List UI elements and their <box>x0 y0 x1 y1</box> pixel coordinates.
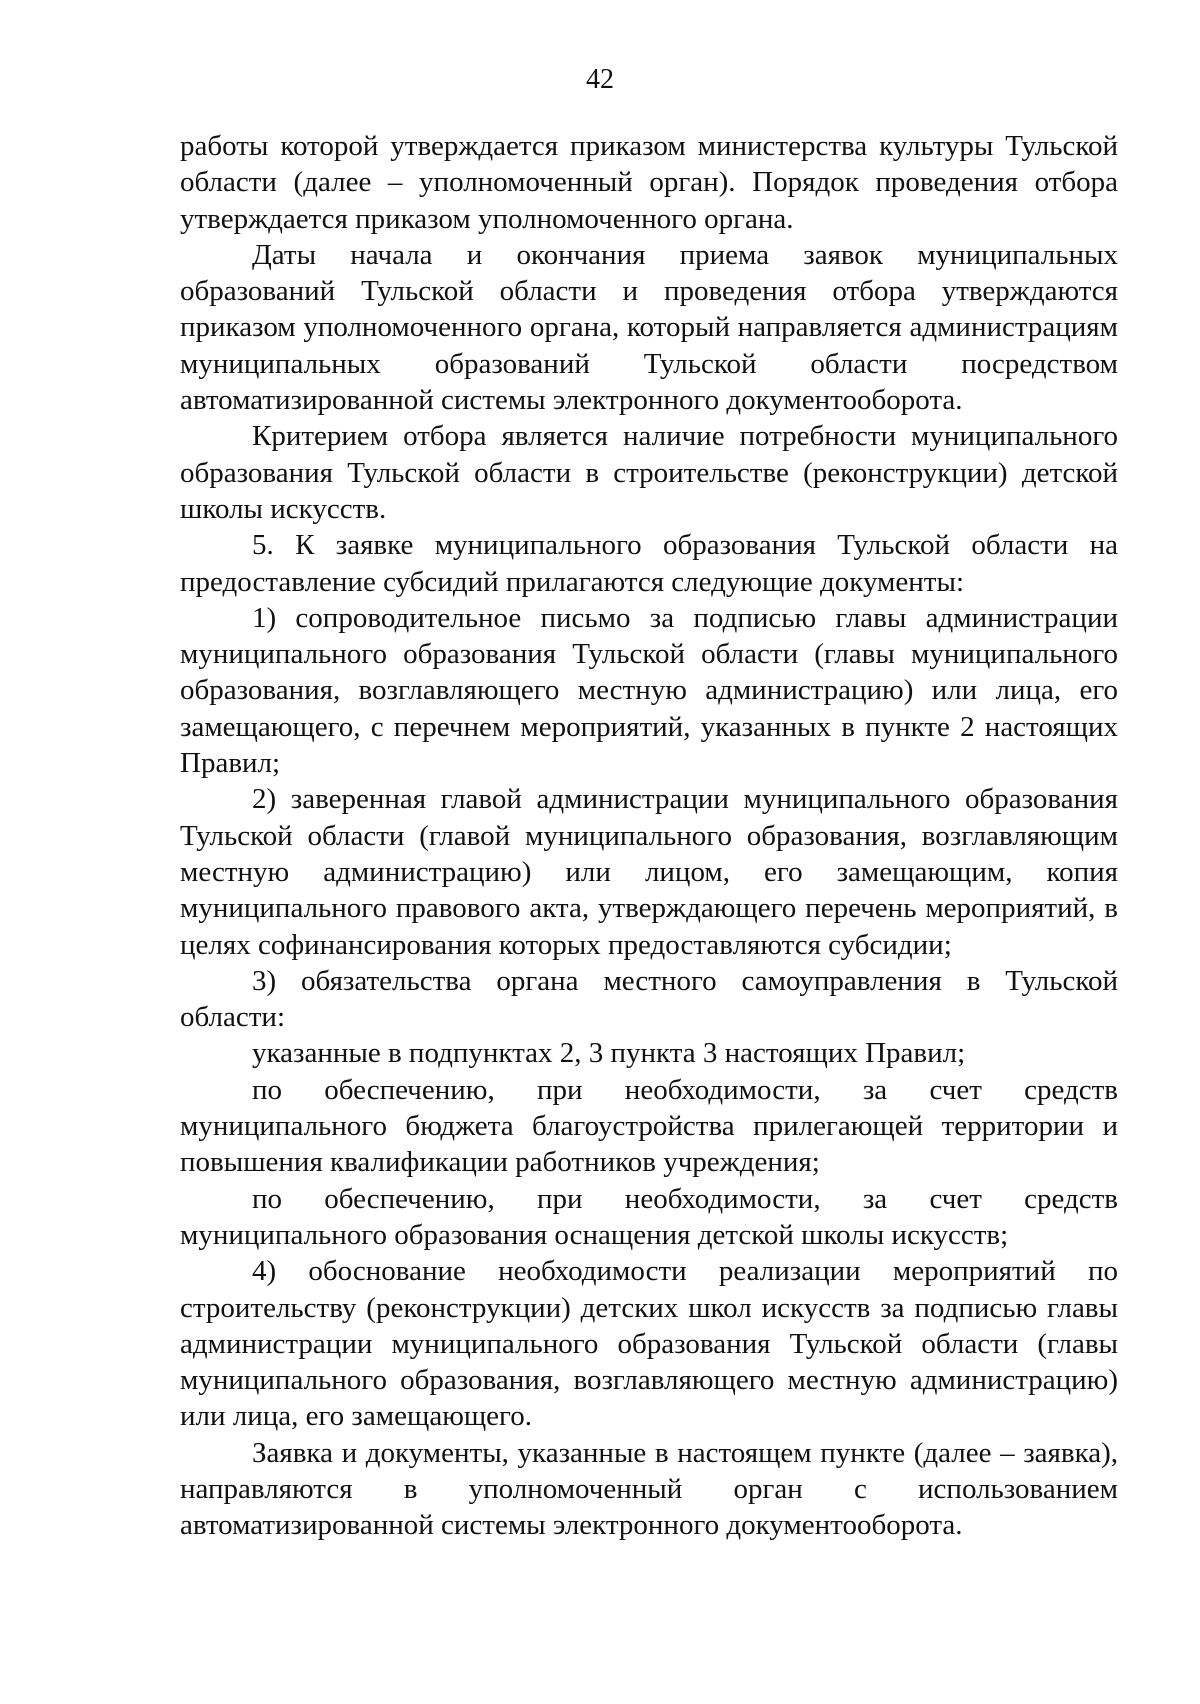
paragraph-criterion: Критерием отбора является наличие потребности муниципального образования Тульской области в строительстве (реконструкции) детской школы искусств. <box>180 420 1118 525</box>
paragraph-continuation: работы которой утверждается приказом министерства культуры Тульской области (далее – уполномоченный орган). Порядок проведения отбора утверждается приказом уполномоченного органа. <box>180 130 1118 235</box>
list-item-3-sub-2: по обеспечению, при необходимости, за счет средств муниципального бюджета благоустройства прилегающей территории и повышения квалификации работников учреждения; <box>180 1073 1118 1179</box>
paragraph-submission: Заявка и документы, указанные в настоящем пункте (далее – заявка), направляются в уполномоченный орган с использованием автоматизированной системы электронного документооборота. <box>180 1436 1118 1542</box>
paragraph-dates: Даты начала и окончания приема заявок муниципальных образований Тульской области и проведения отбора утверждаются приказом уполномоченного органа, который направляется администрациям муниципальных образований Тульской области посредством автоматизированной системы электронного документооборота. <box>180 238 1118 417</box>
list-item-3: 3) обязательства органа местного самоуправления в Тульской области: <box>180 964 1118 1034</box>
list-item-2: 2) заверенная главой администрации муниципального образования Тульской области (главой муниципального образования, возглавляющим местную администрацию) или лицом, его замещающим, копия муниципального правового акта, утверждающего перечень мероприятий, в целях софинансирования которых предоставляются субсидии; <box>180 783 1118 961</box>
list-item-3-sub-1: указанные в подпунктах 2, 3 пункта 3 настоящих Правил; <box>252 1037 966 1070</box>
paragraph-item-5: 5. К заявке муниципального образования Тульской области на предоставление субсидий прилагаются следующие документы: <box>180 529 1118 598</box>
page-number: 42 <box>586 64 614 95</box>
document-body <box>180 128 1118 1544</box>
list-item-3-sub-3: по обеспечению, при необходимости, за счет средств муниципального образования оснащения детской школы искусств; <box>180 1182 1118 1251</box>
list-item-1: 1) сопроводительное письмо за подписью главы администрации муниципального образования Тульской области (главы муниципального образования, возглавляющего местную администрацию) или лица, его замещающего, с перечнем мероприятий, указанных в пункте 2 настоящих Правил; <box>180 601 1118 780</box>
list-item-4: 4) обоснование необходимости реализации мероприятий по строительству (реконструкции) детских школ искусств за подписью главы администрации муниципального образования Тульской области (главы муниципального образования, возглавляющего местную администрацию) или лица, его замещающего. <box>180 1255 1118 1433</box>
